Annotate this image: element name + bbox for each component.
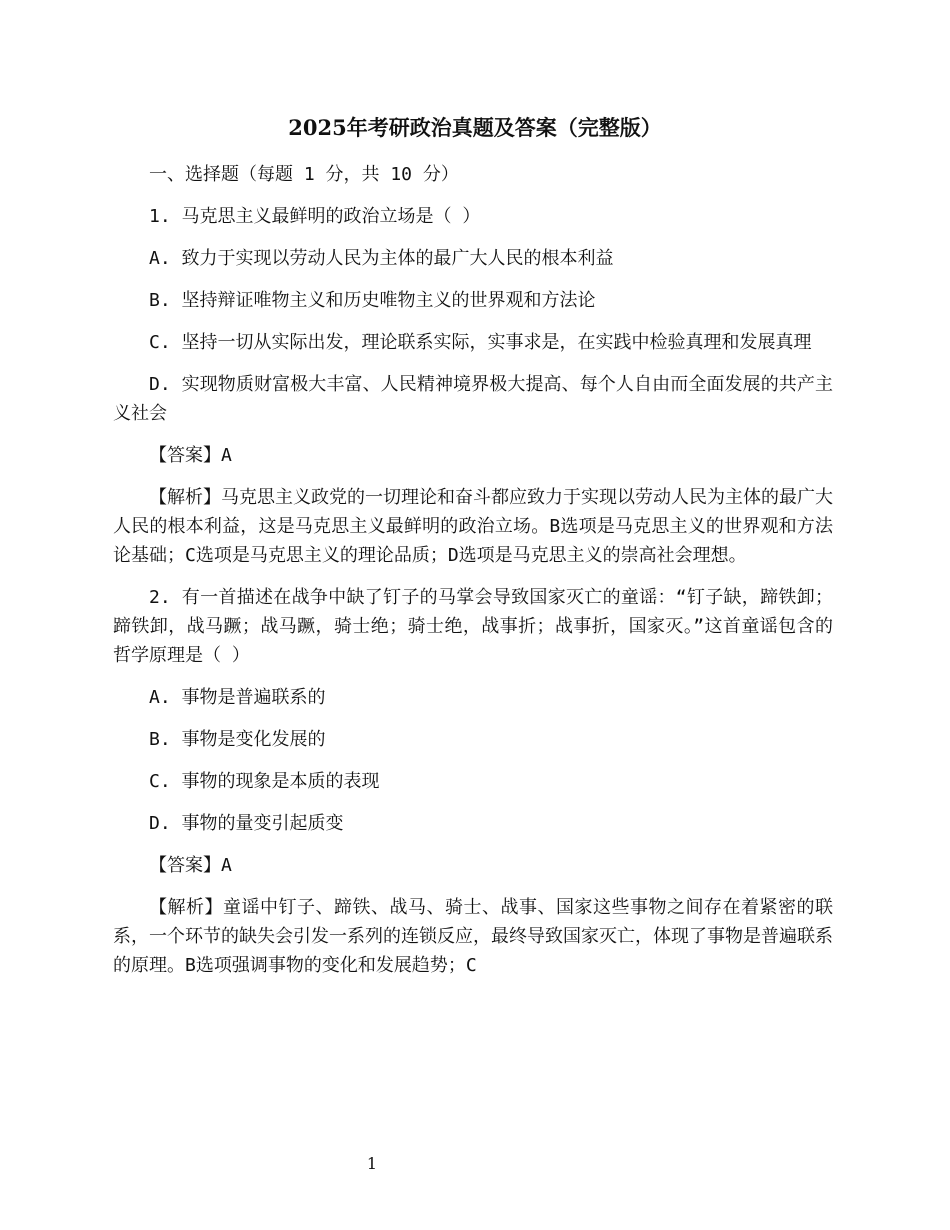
question-2-option-a: A. 事物是普遍联系的 [149,687,326,708]
question-2-option-d: D. 事物的量变引起质变 [149,813,344,834]
section-heading: 一、选择题（每题 1 分，共 10 分） [149,164,459,185]
question-1-option-a: A. 致力于实现以劳动人民为主体的最广大人民的根本利益 [149,248,614,269]
question-1-option-c: C. 坚持一切从实际出发，理论联系实际，实事求是，在实践中检验真理和发展真理 [149,332,812,353]
question-1-option-b: B. 坚持辩证唯物主义和历史唯物主义的世界观和方法论 [149,290,596,311]
page-number: 1 [366,1154,378,1173]
question-2-analysis: 【解析】童谣中钉子、蹄铁、战马、骑士、战事、国家这些事物之间存在着紧密的联系，一个环节的缺失会引发一系列的连锁反应，最终导致国家灭亡，体现了事物是普遍联系的原理。B选项强调事物的变化和发展趋势；C [113,897,833,976]
question-1-option-d: D. 实现物质财富极大丰富、人民精神境界极大提高、每个人自由而全面发展的共产主义社会 [113,374,833,424]
question-2-option-b: B. 事物是变化发展的 [149,729,326,750]
question-2-stem: 2. 有一首描述在战争中缺了钉子的马掌会导致国家灭亡的童谣：“钉子缺，蹄铁卸；蹄铁卸，战马蹶；战马蹶，骑士绝；骑士绝，战事折；战事折，国家灭。”这首童谣包含的哲学原理是（ ） [113,587,833,666]
document-body [113,160,833,993]
question-2-option-c: C. 事物的现象是本质的表现 [149,771,380,792]
document-title: 2025年考研政治真题及答案（完整版） [288,115,662,140]
question-1-analysis: 【解析】马克思主义政党的一切理论和奋斗都应致力于实现以劳动人民为主体的最广大人民的根本利益，这是马克思主义最鲜明的政治立场。B选项是马克思主义的世界观和方法论基础；C选项是马克思主义的理论品质；D选项是马克思主义的崇高社会理想。 [113,487,833,566]
question-1-stem: 1. 马克思主义最鲜明的政治立场是（ ） [149,206,481,227]
question-1-answer: 【答案】A [149,445,232,466]
question-2-answer: 【答案】A [149,855,232,876]
